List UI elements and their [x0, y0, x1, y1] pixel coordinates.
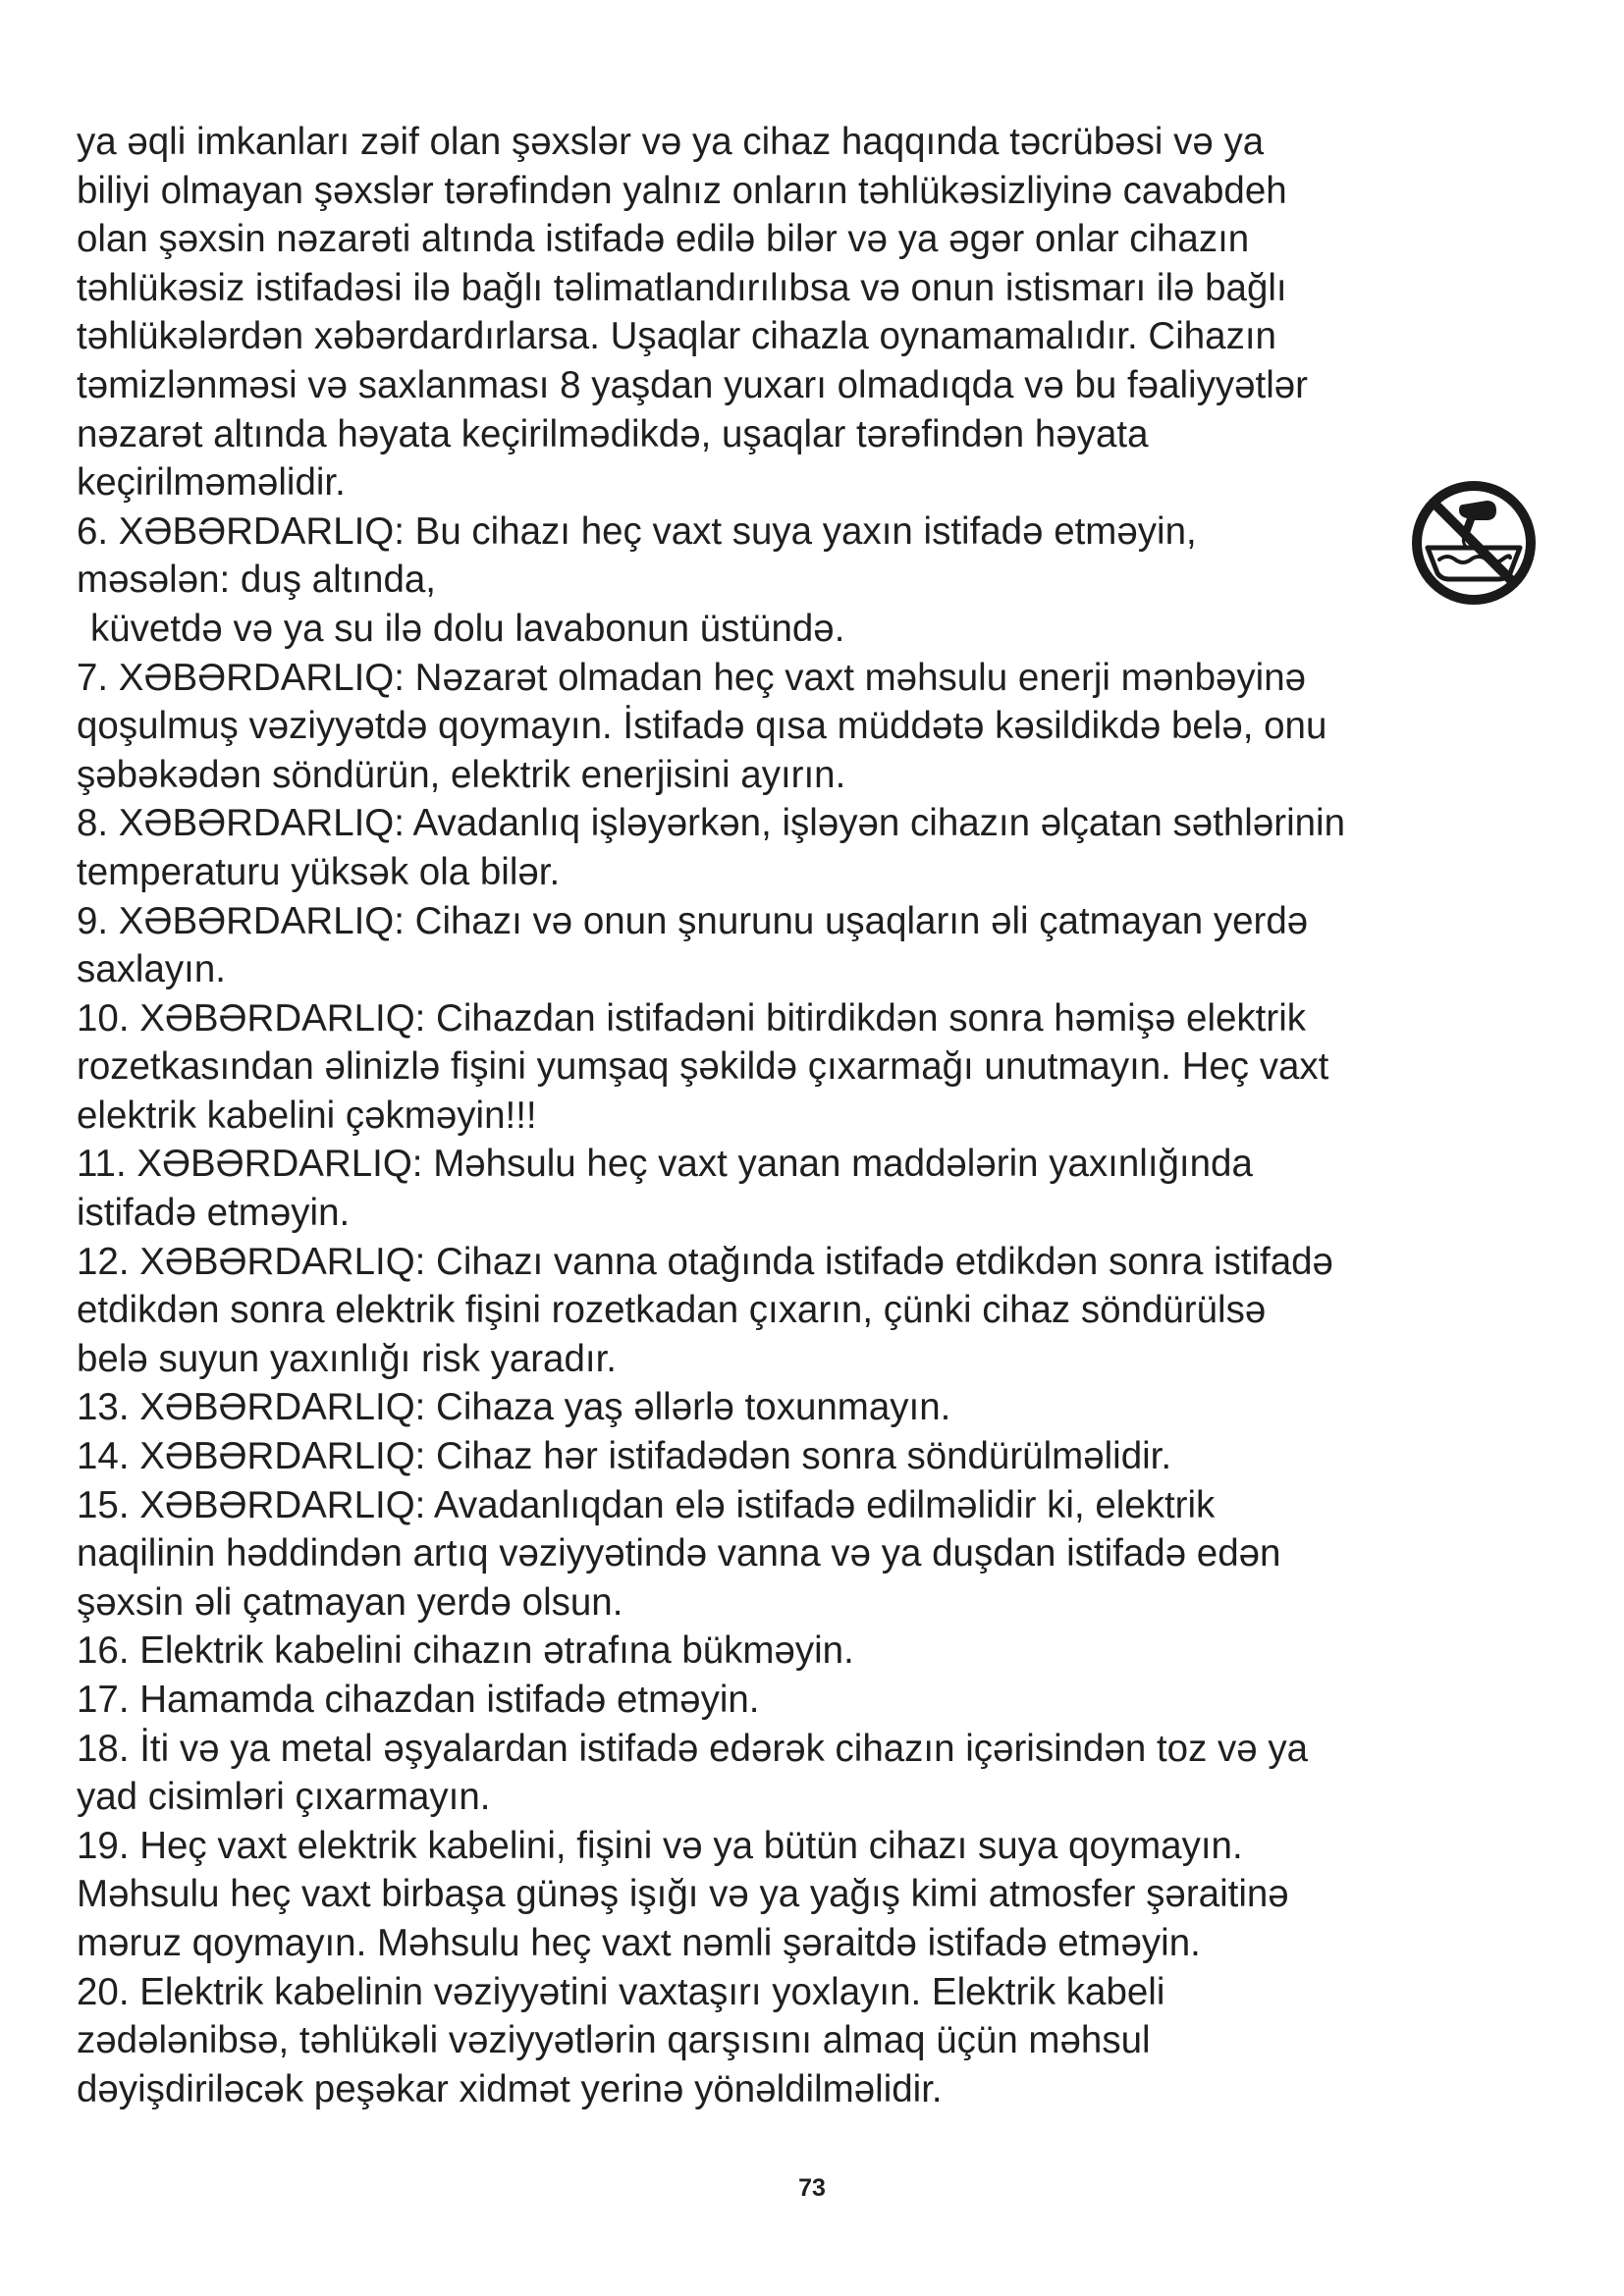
list-item-17: 17. Hamamda cihazdan istifadə etməyin. — [77, 1679, 760, 1721]
text-line: naqilinin həddindən artıq vəziyyətində vanna və ya duşdan istifadə edən — [77, 1532, 1281, 1575]
text-line: biliyi olmayan şəxslər tərəfindən yalnız onların təhlükəsizliyinə cavabdeh — [77, 169, 1287, 212]
text-line: olan şəxsin nəzarəti altında istifadə edilə bilər və ya əgər onlar cihazın — [77, 218, 1250, 261]
warning-item-9: 9. XƏBƏRDARLIQ: Cihazı və onun şnurunu uşaqların əli çatmayan yerdə — [77, 899, 1309, 942]
text-line: şəxsin əli çatmayan yerdə olsun. — [77, 1580, 623, 1624]
text-line: məsələn: duş altında, — [77, 559, 436, 602]
text-line: istifadə etməyin. — [77, 1192, 351, 1235]
warning-item-11: 11. XƏBƏRDARLIQ: Məhsulu heç vaxt yanan maddələrin yaxınlığında — [77, 1143, 1253, 1186]
text-line: ya əqli imkanları zəif olan şəxslər və ya cihaz haqqında təcrübəsi və ya — [77, 121, 1265, 163]
warning-item-10: 10. XƏBƏRDARLIQ: Cihazdan istifadəni bitirdikdən sonra həmişə elektrik — [77, 996, 1307, 1040]
text-line: təhlükələrdən xəbərdardırlarsa. Uşaqlar cihazla oynamamalıdır. Cihazın — [77, 315, 1276, 358]
warning-item-6: 6. XƏBƏRDARLIQ: Bu cihazı heç vaxt suya yaxın istifadə etməyin, — [77, 509, 1197, 553]
text-line: məruz qoymayın. Məhsulu heç vaxt nəmli şəraitdə istifadə etməyin. — [77, 1921, 1201, 1964]
warning-item-14: 14. XƏBƏRDARLIQ: Cihaz hər istifadədən sonra söndürülməlidir. — [77, 1435, 1172, 1478]
text-line: dəyişdiriləcək peşəkar xidmət yerinə yönəldilməlidir. — [77, 2067, 943, 2110]
text-line: belə suyun yaxınlığı risk yaradır. — [77, 1337, 617, 1380]
text-line: etdikdən sonra elektrik fişini rozetkadan çıxarın, çünki cihaz söndürülsə — [77, 1289, 1267, 1332]
page-number: 73 — [798, 2174, 826, 2202]
warning-item-13: 13. XƏBƏRDARLIQ: Cihaza yaş əllərlə toxunmayın. — [77, 1386, 951, 1429]
list-item-19: 19. Heç vaxt elektrik kabelini, fişini və ya bütün cihazı suya qoymayın. — [77, 1824, 1243, 1867]
text-line: temperaturu yüksək ola bilər. — [77, 850, 561, 893]
warning-item-15: 15. XƏBƏRDARLIQ: Avadanlıqdan elə istifadə edilməlidir ki, elektrik — [77, 1483, 1216, 1526]
text-line: qoşulmuş vəziyyətdə qoymayın. İstifadə qısa müddətə kəsildikdə belə, onu — [77, 705, 1327, 748]
text-line: şəbəkədən söndürün, elektrik enerjisini ayırın. — [77, 753, 846, 796]
text-line: rozetkasından əlinizlə fişini yumşaq şəkildə çıxarmağı unutmayın. Heç vaxt — [77, 1045, 1329, 1089]
text-line: zədələnibsə, təhlükəli vəziyyətlərin qarşısını almaq üçün məhsul — [77, 2019, 1151, 2062]
no-water-near-bath-icon — [1406, 479, 1542, 607]
text-line: Məhsulu heç vaxt birbaşa günəş işığı və ya yağış kimi atmosfer şəraitinə — [77, 1873, 1289, 1916]
text-line: saxlayın. — [77, 948, 226, 991]
text-line: yad cisimləri çıxarmayın. — [77, 1776, 491, 1819]
text-line: təmizlənməsi və saxlanması 8 yaşdan yuxarı olmadıqda və bu fəaliyyətlər — [77, 363, 1308, 406]
list-item-18: 18. İti və ya metal əşyalardan istifadə edərək cihazın içərisindən toz və ya — [77, 1727, 1309, 1770]
warning-item-12: 12. XƏBƏRDARLIQ: Cihazı vanna otağında istifadə etdikdən sonra istifadə — [77, 1240, 1333, 1283]
text-line: küvetdə və ya su ilə dolu lavabonun üstündə. — [90, 607, 845, 650]
warning-item-7: 7. XƏBƏRDARLIQ: Nəzarət olmadan heç vaxt məhsulu enerji mənbəyinə — [77, 656, 1307, 699]
text-line: nəzarət altında həyata keçirilmədikdə, uşaqlar tərəfindən həyata — [77, 412, 1149, 455]
text-line: keçirilməməlidir. — [77, 461, 346, 505]
warning-item-8: 8. XƏBƏRDARLIQ: Avadanlıq işləyərkən, işləyən cihazın əlçatan səthlərinin — [77, 802, 1346, 845]
text-line: elektrik kabelini çəkməyin!!! — [77, 1094, 537, 1137]
list-item-16: 16. Elektrik kabelini cihazın ətrafına bükməyin. — [77, 1629, 854, 1673]
document-body — [77, 118, 1569, 2113]
list-item-20: 20. Elektrik kabelinin vəziyyətini vaxtaşırı yoxlayın. Elektrik kabeli — [77, 1970, 1165, 2013]
text-line: təhlükəsiz istifadəsi ilə bağlı təlimatlandırılıbsa və onun istismarı ilə bağlı — [77, 266, 1287, 309]
